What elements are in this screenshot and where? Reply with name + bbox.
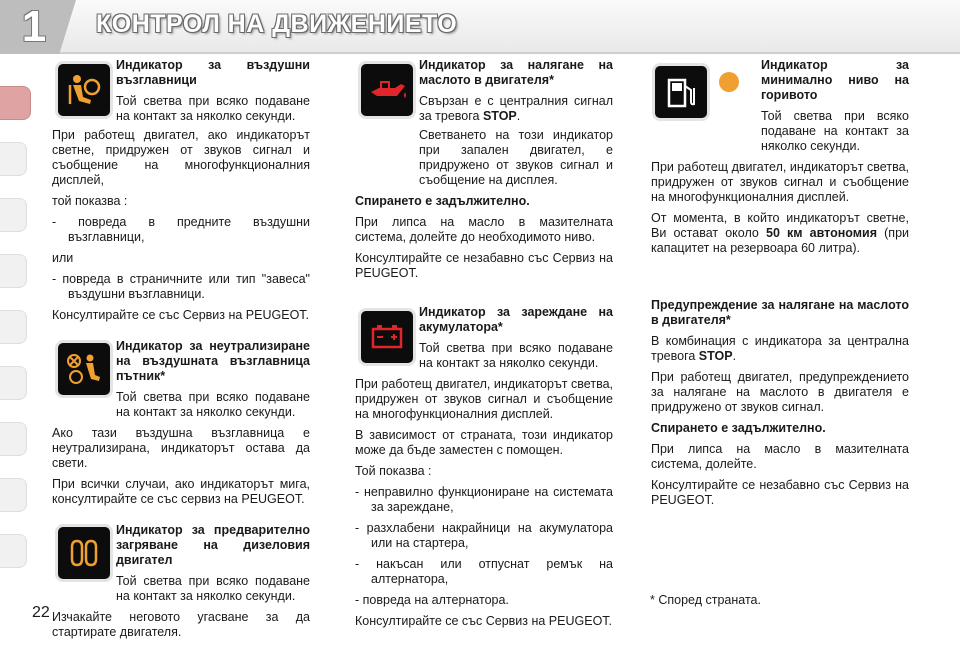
passenger-airbag-text-1: Той светва при всяко подаване на контакт за няколко секунди. xyxy=(116,390,310,419)
airbag-text-4: Консултирайте се със Сервиз на PEUGEOT. xyxy=(52,308,310,322)
passenger-airbag-title: Индикатор за неутрализиране на въздушната възглавница пътник* xyxy=(116,339,310,383)
chapter-tabs xyxy=(0,56,32,616)
oil-warning-text-1 xyxy=(651,334,909,364)
passenger-airbag-off-icon xyxy=(58,343,110,395)
oil-warning-text-1a: В комбинация с индикатора за централна тревога xyxy=(651,334,909,363)
battery-icon xyxy=(361,311,413,363)
glow-plug-section xyxy=(52,523,310,640)
oil-warning-text-4: Консултирайте се незабавно със Сервиз на PEUGEOT. xyxy=(651,478,909,507)
page-number: 22 xyxy=(32,604,50,621)
fuel-text-3a: От момента, в който индикаторът светне, Ви остават около xyxy=(651,211,909,240)
battery-list-item-1: - неправилно функциониране на системата за зареждане, xyxy=(355,485,613,514)
glow-plug-icon xyxy=(58,527,110,579)
airbag-text-3: той показва : xyxy=(52,194,128,208)
fuel-text-3 xyxy=(651,211,909,256)
fuel-text-3c: (при капацитет на резервоара 60 литра). xyxy=(651,226,910,255)
passenger-airbag-text-2: Ако тази въздушна възглавница е неутрализирана, индикаторът остава да свети. xyxy=(52,426,310,470)
fuel-text-2: При работещ двигател, индикаторът светва, придружен от звуков сигнал и съобщение на многофункционалния дисплей. xyxy=(651,160,909,204)
fuel-indicator-lamp-icon xyxy=(719,72,739,92)
tab-chapter-4[interactable] xyxy=(0,254,27,288)
oil-warning-text-1c: . xyxy=(732,349,737,363)
tab-chapter-2[interactable] xyxy=(0,142,27,176)
airbag-section xyxy=(52,58,310,323)
stop-label: STOP xyxy=(482,109,517,123)
fuel-title: Индикатор за минимално ниво на горивото xyxy=(761,58,909,102)
oil-text-1c: . xyxy=(516,109,521,123)
oil-pressure-text-2: Светването на този индикатор при запален двигател, е придружено от звуков сигнал и съобщение на дисплея. xyxy=(419,128,613,187)
oil-pressure-section xyxy=(355,58,613,281)
oil-warning-text-3: При липса на масло в мазителната система, долейте. xyxy=(651,442,909,471)
footnote: * Според страната. xyxy=(650,593,761,607)
column-1 xyxy=(52,58,310,646)
battery-list-item-3: - накъсан или отпуснат ремък на алтернатора, xyxy=(355,557,613,586)
glow-plug-text-2: Изчакайте неговото угасване за да стартирате двигателя. xyxy=(52,610,310,639)
airbag-or: или xyxy=(52,251,74,265)
oil-pressure-icon xyxy=(361,64,413,116)
oil-warning-text-2: При работещ двигател, предупреждението за налягане на маслото в двигателя е придружено от звуков сигнал. xyxy=(651,370,909,414)
oil-warning-stop-label: STOP xyxy=(698,349,733,363)
tab-chapter-3[interactable] xyxy=(0,198,27,232)
battery-text-3: В зависимост от страната, този индикатор може да бъде заместен с помощен. xyxy=(355,428,613,457)
tab-chapter-9[interactable] xyxy=(0,534,27,568)
column-2 xyxy=(355,58,613,635)
chapter-number: 1 xyxy=(21,2,47,51)
tab-chapter-7[interactable] xyxy=(0,422,27,456)
battery-text-4: Той показва : xyxy=(355,464,432,478)
oil-stop-required: Спирането е задължително. xyxy=(355,194,530,208)
page-title: КОНТРОЛ НА ДВИЖЕНИЕТО xyxy=(96,10,458,38)
tab-chapter-5[interactable] xyxy=(0,310,27,344)
glow-plug-text-1: Той светва при всяко подаване на контакт за няколко секунди. xyxy=(116,574,310,603)
tab-chapter-6[interactable] xyxy=(0,366,27,400)
battery-text-1: Той светва при всяко подаване на контакт за няколко секунди. xyxy=(419,341,613,370)
oil-warning-stop-required: Спирането е задължително. xyxy=(651,421,826,435)
fuel-autonomy: 50 км автономия xyxy=(766,226,877,240)
oil-pressure-text-1 xyxy=(419,94,613,124)
passenger-airbag-text-3: При всички случаи, ако индикаторът мига, консултирайте се със сервиз на PEUGEOT. xyxy=(52,477,310,506)
oil-warning-title: Предупреждение за налягане на маслото в двигателя* xyxy=(651,298,909,327)
fuel-pump-icon xyxy=(655,66,707,118)
column-3 xyxy=(651,58,909,514)
tab-chapter-1[interactable] xyxy=(0,86,31,120)
airbag-list-item-1: - повреда в предните въздушни възглавници, xyxy=(52,215,310,244)
passenger-airbag-section xyxy=(52,339,310,507)
airbag-text-1: Той светва при всяко подаване на контакт за няколко секунди. xyxy=(116,94,310,123)
oil-pressure-text-4: Консултирайте се незабавно със Сервиз на PEUGEOT. xyxy=(355,251,613,280)
battery-list-item-2: - разхлабени накрайници на акумулатора или на стартера, xyxy=(355,521,613,550)
oil-warning-section xyxy=(651,298,909,508)
oil-pressure-title: Индикатор за налягане на маслото в двигателя* xyxy=(419,58,613,87)
tab-chapter-8[interactable] xyxy=(0,478,27,512)
battery-text-5: Консултирайте се със Сервиз на PEUGEOT. xyxy=(355,614,613,628)
fuel-text-1: Той светва при всяко подаване на контакт за няколко секунди. xyxy=(761,109,909,153)
battery-title: Индикатор за зареждане на акумулатора* xyxy=(419,305,613,334)
airbag-list-item-2: - повреда в страничните или тип "завеса" въздушни възглавници. xyxy=(52,272,310,301)
glow-plug-title: Индикатор за предварително загряване на дизеловия двигател xyxy=(116,523,310,567)
airbag-title: Индикатор за въздушни възглавници xyxy=(116,58,310,87)
battery-text-2: При работещ двигател, индикаторът светва, придружен от звуков сигнал и съобщение на многофункционалния дисплей. xyxy=(355,377,613,421)
battery-section xyxy=(355,305,613,629)
fuel-section xyxy=(651,58,909,256)
airbag-text-2: При работещ двигател, ако индикаторът светне, придружен от звуков сигнал и съобщение на многофункционалния дисплей, xyxy=(52,128,310,187)
battery-list-item-4: - повреда на алтернатора. xyxy=(355,593,509,607)
airbag-warning-icon xyxy=(58,64,110,116)
oil-pressure-text-3: При липса на масло в мазителната система, долейте до необходимото ниво. xyxy=(355,215,613,244)
oil-text-1a: Свързан е с централния сигнал за тревога xyxy=(419,94,613,123)
